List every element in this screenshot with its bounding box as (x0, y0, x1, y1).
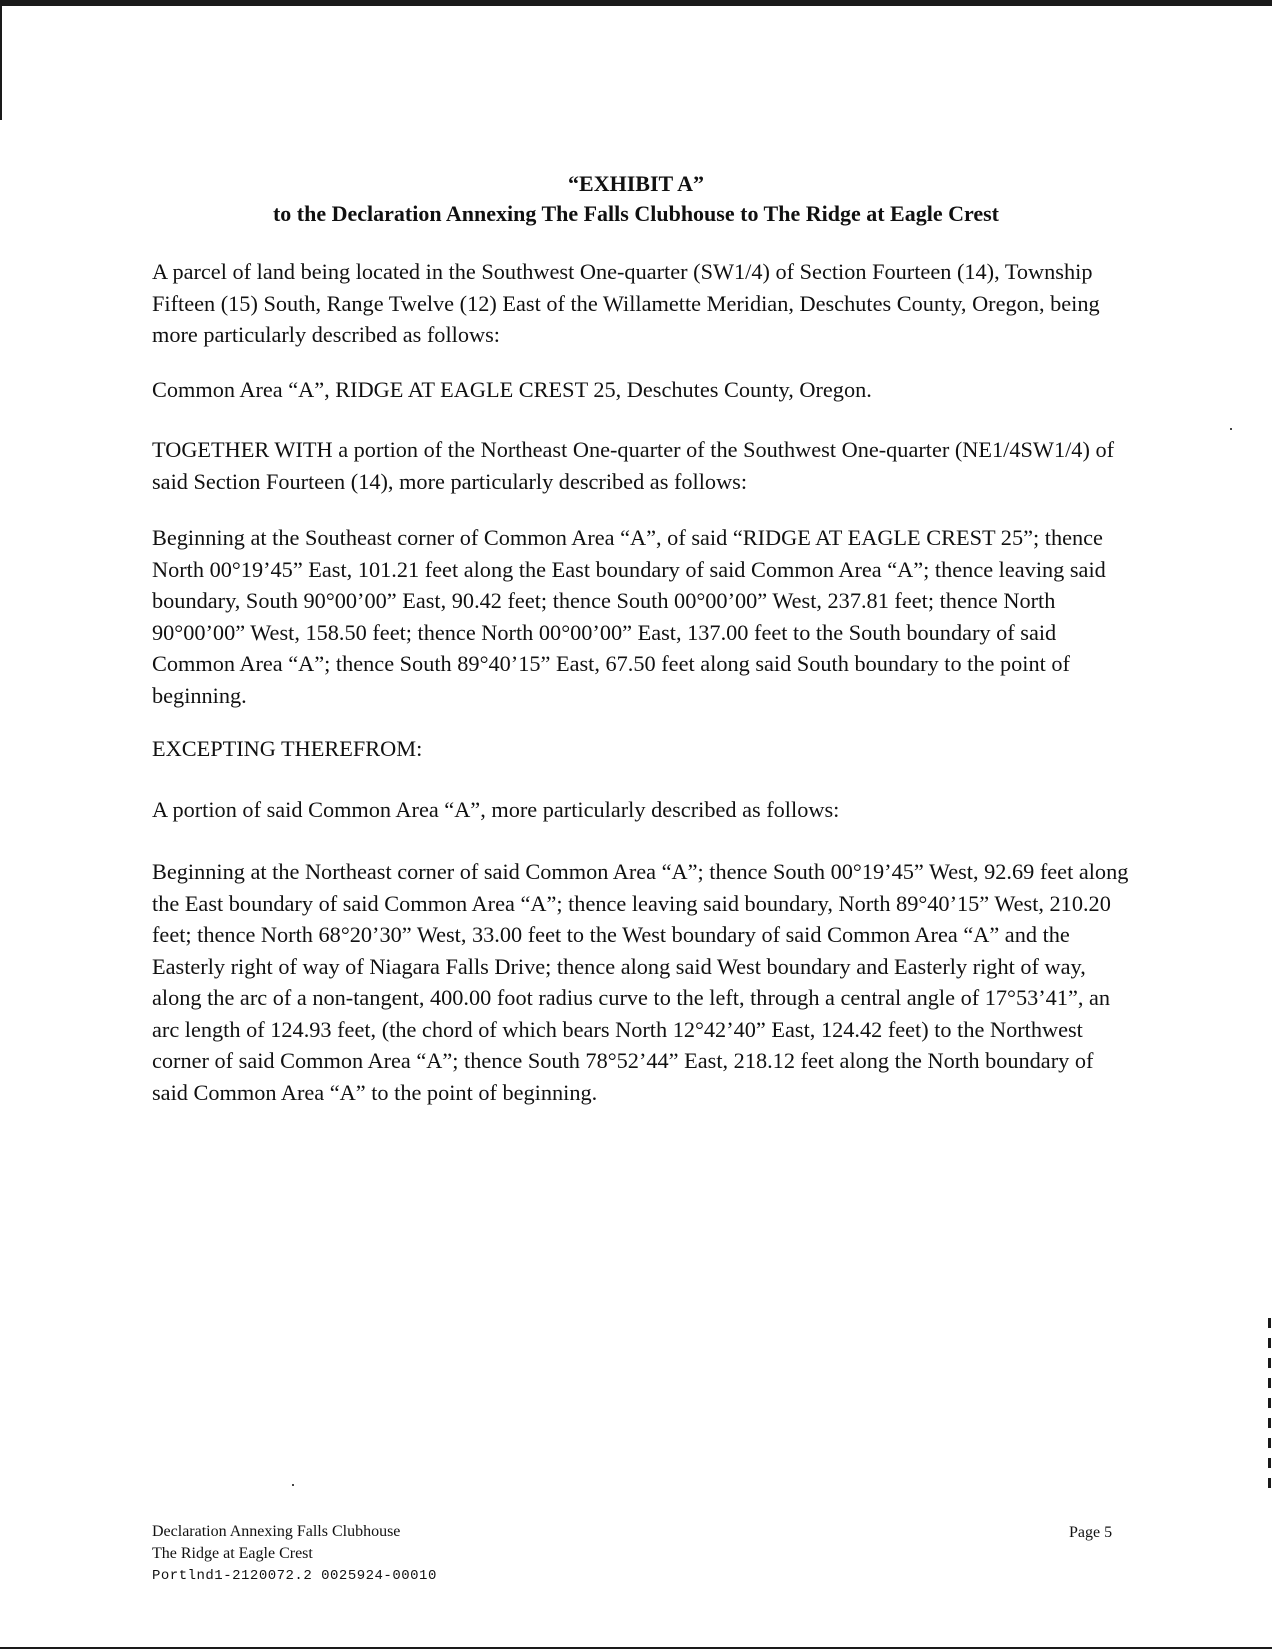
footer-line-1: Declaration Annexing Falls Clubhouse (152, 1523, 401, 1540)
scan-edge-marks (1268, 1318, 1271, 1488)
parcel-description-paragraph: A parcel of land being located in the Southwest One-quarter (SW1/4) of Section Fourteen (14), Township Fifteen (15) South, Range Twelve (12) East of the Willamette Meridian, Deschutes County, Oregon, being more particularly described as follows: (152, 259, 1100, 347)
northeast-corner-description: Beginning at the Northeast corner of said Common Area “A”; thence South 00°19’45” West, 92.69 feet along the East boundary of said Common Area “A”; thence leaving said boundary, North 89°40’15” West, 210.20 feet; thence North 68°20’30” West, 33.00 feet to the West boundary of said Common Area “A” and the Easterly right of way of Niagara Falls Drive; thence along said West boundary and Easterly right of way, along the arc of a non-tangent, 400.00 foot radius curve to the left, through a central angle of 17°53’41”, an arc length of 124.93 feet, (the chord of which bears North 12°42’40” East, 124.42 feet) to the Northwest corner of said Common Area “A”; thence South 78°52’44” East, 218.12 feet along the North boundary of said Common Area “A” to the point of beginning. (152, 859, 1129, 1105)
footer-line-2: The Ridge at Eagle Crest (152, 1545, 313, 1562)
common-area-paragraph: Common Area “A”, RIDGE AT EAGLE CREST 25, Deschutes County, Oregon. (152, 377, 872, 402)
exhibit-title: “EXHIBIT A” (568, 171, 704, 196)
footer-document-info (152, 1521, 400, 1565)
together-with-paragraph: TOGETHER WITH a portion of the Northeast One-quarter of the Southwest One-quarter (NE1/4SW1/4) of said Section Fourteen (14), more particularly described as follows: (152, 437, 1115, 494)
scan-border-bottom (0, 1647, 1272, 1649)
scan-border-top (0, 0, 1272, 6)
scan-speck (292, 1484, 294, 1486)
scan-speck (1230, 428, 1232, 430)
exhibit-subtitle: to the Declaration Annexing The Falls Clubhouse to The Ridge at Eagle Crest (272, 201, 1000, 226)
portion-intro-paragraph: A portion of said Common Area “A”, more particularly described as follows: (152, 797, 840, 822)
southeast-corner-description: Beginning at the Southeast corner of Common Area “A”, of said “RIDGE AT EAGLE CREST 25”; thence North 00°19’45” East, 101.21 feet along the East boundary of said Common Area “A”; thence leaving said boundary, South 90°00’00” East, 90.42 feet; thence South 00°00’00” West, 237.81 feet; thence North 90°00’00” West, 158.50 feet; thence North 00°00’00” East, 137.00 feet to the South boundary of said Common Area “A”; thence South 89°40’15” East, 67.50 feet along said South boundary to the point of beginning. (152, 525, 1106, 708)
footer-document-id: Portlnd1-2120072.2 0025924-00010 (152, 1568, 437, 1584)
scan-border-left (0, 0, 2, 120)
page-number: Page 5 (1069, 1524, 1113, 1541)
excepting-therefrom-heading: EXCEPTING THEREFROM: (152, 736, 423, 761)
